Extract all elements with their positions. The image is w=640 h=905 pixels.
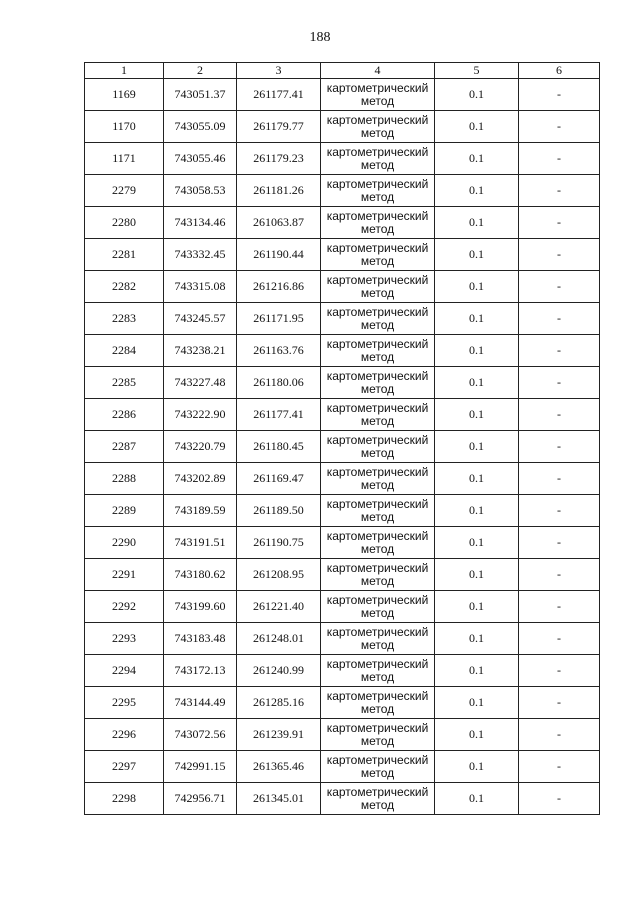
accuracy-cell: 0.1: [435, 495, 519, 527]
table-row: [85, 719, 600, 751]
method-cell: картометрический метод: [321, 143, 435, 175]
x-coordinate-cell: 743220.79: [164, 431, 237, 463]
x-coordinate-cell: 743058.53: [164, 175, 237, 207]
method-cell: картометрический метод: [321, 527, 435, 559]
point-number-cell: 2285: [85, 367, 164, 399]
method-cell: картометрический метод: [321, 495, 435, 527]
accuracy-cell: 0.1: [435, 687, 519, 719]
accuracy-cell: 0.1: [435, 79, 519, 111]
point-number-cell: 2284: [85, 335, 164, 367]
note-cell: -: [519, 399, 600, 431]
table-row: [85, 655, 600, 687]
table-row: [85, 271, 600, 303]
y-coordinate-cell: 261179.77: [237, 111, 321, 143]
table-header-row: [85, 63, 600, 79]
method-cell: картометрический метод: [321, 367, 435, 399]
x-coordinate-cell: 743055.09: [164, 111, 237, 143]
note-cell: -: [519, 271, 600, 303]
accuracy-cell: 0.1: [435, 527, 519, 559]
note-cell: -: [519, 431, 600, 463]
note-cell: -: [519, 495, 600, 527]
x-coordinate-cell: 743332.45: [164, 239, 237, 271]
point-number-cell: 2293: [85, 623, 164, 655]
point-number-cell: 2279: [85, 175, 164, 207]
column-header-6: 6: [519, 63, 600, 79]
point-number-cell: 2280: [85, 207, 164, 239]
accuracy-cell: 0.1: [435, 591, 519, 623]
note-cell: -: [519, 751, 600, 783]
method-cell: картометрический метод: [321, 239, 435, 271]
x-coordinate-cell: 743227.48: [164, 367, 237, 399]
accuracy-cell: 0.1: [435, 559, 519, 591]
note-cell: -: [519, 559, 600, 591]
method-cell: картометрический метод: [321, 399, 435, 431]
accuracy-cell: 0.1: [435, 335, 519, 367]
accuracy-cell: 0.1: [435, 239, 519, 271]
y-coordinate-cell: 261190.75: [237, 527, 321, 559]
point-number-cell: 2288: [85, 463, 164, 495]
x-coordinate-cell: 743245.57: [164, 303, 237, 335]
method-cell: картометрический метод: [321, 207, 435, 239]
point-number-cell: 2292: [85, 591, 164, 623]
column-header-1: 1: [85, 63, 164, 79]
note-cell: -: [519, 303, 600, 335]
x-coordinate-cell: 743199.60: [164, 591, 237, 623]
point-number-cell: 2283: [85, 303, 164, 335]
x-coordinate-cell: 743055.46: [164, 143, 237, 175]
point-number-cell: 2286: [85, 399, 164, 431]
note-cell: -: [519, 463, 600, 495]
y-coordinate-cell: 261171.95: [237, 303, 321, 335]
method-cell: картометрический метод: [321, 591, 435, 623]
x-coordinate-cell: 743238.21: [164, 335, 237, 367]
x-coordinate-cell: 743202.89: [164, 463, 237, 495]
y-coordinate-cell: 261240.99: [237, 655, 321, 687]
y-coordinate-cell: 261285.16: [237, 687, 321, 719]
note-cell: -: [519, 367, 600, 399]
method-cell: картометрический метод: [321, 783, 435, 815]
method-cell: картометрический метод: [321, 175, 435, 207]
accuracy-cell: 0.1: [435, 271, 519, 303]
x-coordinate-cell: 743189.59: [164, 495, 237, 527]
table-row: [85, 431, 600, 463]
y-coordinate-cell: 261180.06: [237, 367, 321, 399]
point-number-cell: 1169: [85, 79, 164, 111]
column-header-4: 4: [321, 63, 435, 79]
y-coordinate-cell: 261179.23: [237, 143, 321, 175]
note-cell: -: [519, 783, 600, 815]
point-number-cell: 2287: [85, 431, 164, 463]
accuracy-cell: 0.1: [435, 111, 519, 143]
x-coordinate-cell: 743134.46: [164, 207, 237, 239]
y-coordinate-cell: 261216.86: [237, 271, 321, 303]
page-number: 188: [309, 30, 331, 45]
table-row: [85, 687, 600, 719]
x-coordinate-cell: 743191.51: [164, 527, 237, 559]
table-row: [85, 335, 600, 367]
accuracy-cell: 0.1: [435, 719, 519, 751]
y-coordinate-cell: 261190.44: [237, 239, 321, 271]
table-row: [85, 623, 600, 655]
point-number-cell: 1171: [85, 143, 164, 175]
note-cell: -: [519, 111, 600, 143]
y-coordinate-cell: 261248.01: [237, 623, 321, 655]
accuracy-cell: 0.1: [435, 399, 519, 431]
table-row: [85, 367, 600, 399]
note-cell: -: [519, 687, 600, 719]
note-cell: -: [519, 335, 600, 367]
table-row: [85, 143, 600, 175]
y-coordinate-cell: 261189.50: [237, 495, 321, 527]
x-coordinate-cell: 742956.71: [164, 783, 237, 815]
method-cell: картометрический метод: [321, 623, 435, 655]
point-number-cell: 2295: [85, 687, 164, 719]
x-coordinate-cell: 743315.08: [164, 271, 237, 303]
accuracy-cell: 0.1: [435, 751, 519, 783]
column-header-5: 5: [435, 63, 519, 79]
accuracy-cell: 0.1: [435, 143, 519, 175]
table-row: [85, 559, 600, 591]
x-coordinate-cell: 743072.56: [164, 719, 237, 751]
point-number-cell: 2294: [85, 655, 164, 687]
accuracy-cell: 0.1: [435, 175, 519, 207]
x-coordinate-cell: 742991.15: [164, 751, 237, 783]
x-coordinate-cell: 743051.37: [164, 79, 237, 111]
y-coordinate-cell: 261345.01: [237, 783, 321, 815]
method-cell: картометрический метод: [321, 431, 435, 463]
method-cell: картометрический метод: [321, 559, 435, 591]
table-row: [85, 463, 600, 495]
point-number-cell: 2298: [85, 783, 164, 815]
x-coordinate-cell: 743172.13: [164, 655, 237, 687]
note-cell: -: [519, 655, 600, 687]
accuracy-cell: 0.1: [435, 367, 519, 399]
note-cell: -: [519, 175, 600, 207]
accuracy-cell: 0.1: [435, 783, 519, 815]
table-row: [85, 527, 600, 559]
method-cell: картометрический метод: [321, 303, 435, 335]
method-cell: картометрический метод: [321, 751, 435, 783]
y-coordinate-cell: 261177.41: [237, 79, 321, 111]
point-number-cell: 2297: [85, 751, 164, 783]
note-cell: -: [519, 623, 600, 655]
accuracy-cell: 0.1: [435, 655, 519, 687]
method-cell: картометрический метод: [321, 111, 435, 143]
y-coordinate-cell: 261365.46: [237, 751, 321, 783]
accuracy-cell: 0.1: [435, 303, 519, 335]
note-cell: -: [519, 143, 600, 175]
point-number-cell: 2282: [85, 271, 164, 303]
x-coordinate-cell: 743180.62: [164, 559, 237, 591]
accuracy-cell: 0.1: [435, 431, 519, 463]
table-row: [85, 591, 600, 623]
table-row: [85, 175, 600, 207]
y-coordinate-cell: 261177.41: [237, 399, 321, 431]
method-cell: картометрический метод: [321, 79, 435, 111]
table-row: [85, 495, 600, 527]
note-cell: -: [519, 207, 600, 239]
table-row: [85, 111, 600, 143]
point-number-cell: 2290: [85, 527, 164, 559]
note-cell: -: [519, 591, 600, 623]
y-coordinate-cell: 261181.26: [237, 175, 321, 207]
method-cell: картометрический метод: [321, 655, 435, 687]
y-coordinate-cell: 261208.95: [237, 559, 321, 591]
note-cell: -: [519, 239, 600, 271]
y-coordinate-cell: 261221.40: [237, 591, 321, 623]
x-coordinate-cell: 743222.90: [164, 399, 237, 431]
method-cell: картометрический метод: [321, 335, 435, 367]
table-row: [85, 751, 600, 783]
y-coordinate-cell: 261180.45: [237, 431, 321, 463]
point-number-cell: 1170: [85, 111, 164, 143]
note-cell: -: [519, 719, 600, 751]
table-row: [85, 303, 600, 335]
point-number-cell: 2296: [85, 719, 164, 751]
x-coordinate-cell: 743183.48: [164, 623, 237, 655]
accuracy-cell: 0.1: [435, 463, 519, 495]
note-cell: -: [519, 79, 600, 111]
coordinates-table: [84, 62, 600, 815]
method-cell: картометрический метод: [321, 463, 435, 495]
table-row: [85, 79, 600, 111]
table-row: [85, 207, 600, 239]
table-row: [85, 239, 600, 271]
column-header-2: 2: [164, 63, 237, 79]
accuracy-cell: 0.1: [435, 623, 519, 655]
point-number-cell: 2281: [85, 239, 164, 271]
note-cell: -: [519, 527, 600, 559]
y-coordinate-cell: 261169.47: [237, 463, 321, 495]
point-number-cell: 2291: [85, 559, 164, 591]
x-coordinate-cell: 743144.49: [164, 687, 237, 719]
y-coordinate-cell: 261239.91: [237, 719, 321, 751]
method-cell: картометрический метод: [321, 687, 435, 719]
method-cell: картометрический метод: [321, 271, 435, 303]
accuracy-cell: 0.1: [435, 207, 519, 239]
table-row: [85, 783, 600, 815]
method-cell: картометрический метод: [321, 719, 435, 751]
point-number-cell: 2289: [85, 495, 164, 527]
table-row: [85, 399, 600, 431]
y-coordinate-cell: 261063.87: [237, 207, 321, 239]
column-header-3: 3: [237, 63, 321, 79]
y-coordinate-cell: 261163.76: [237, 335, 321, 367]
